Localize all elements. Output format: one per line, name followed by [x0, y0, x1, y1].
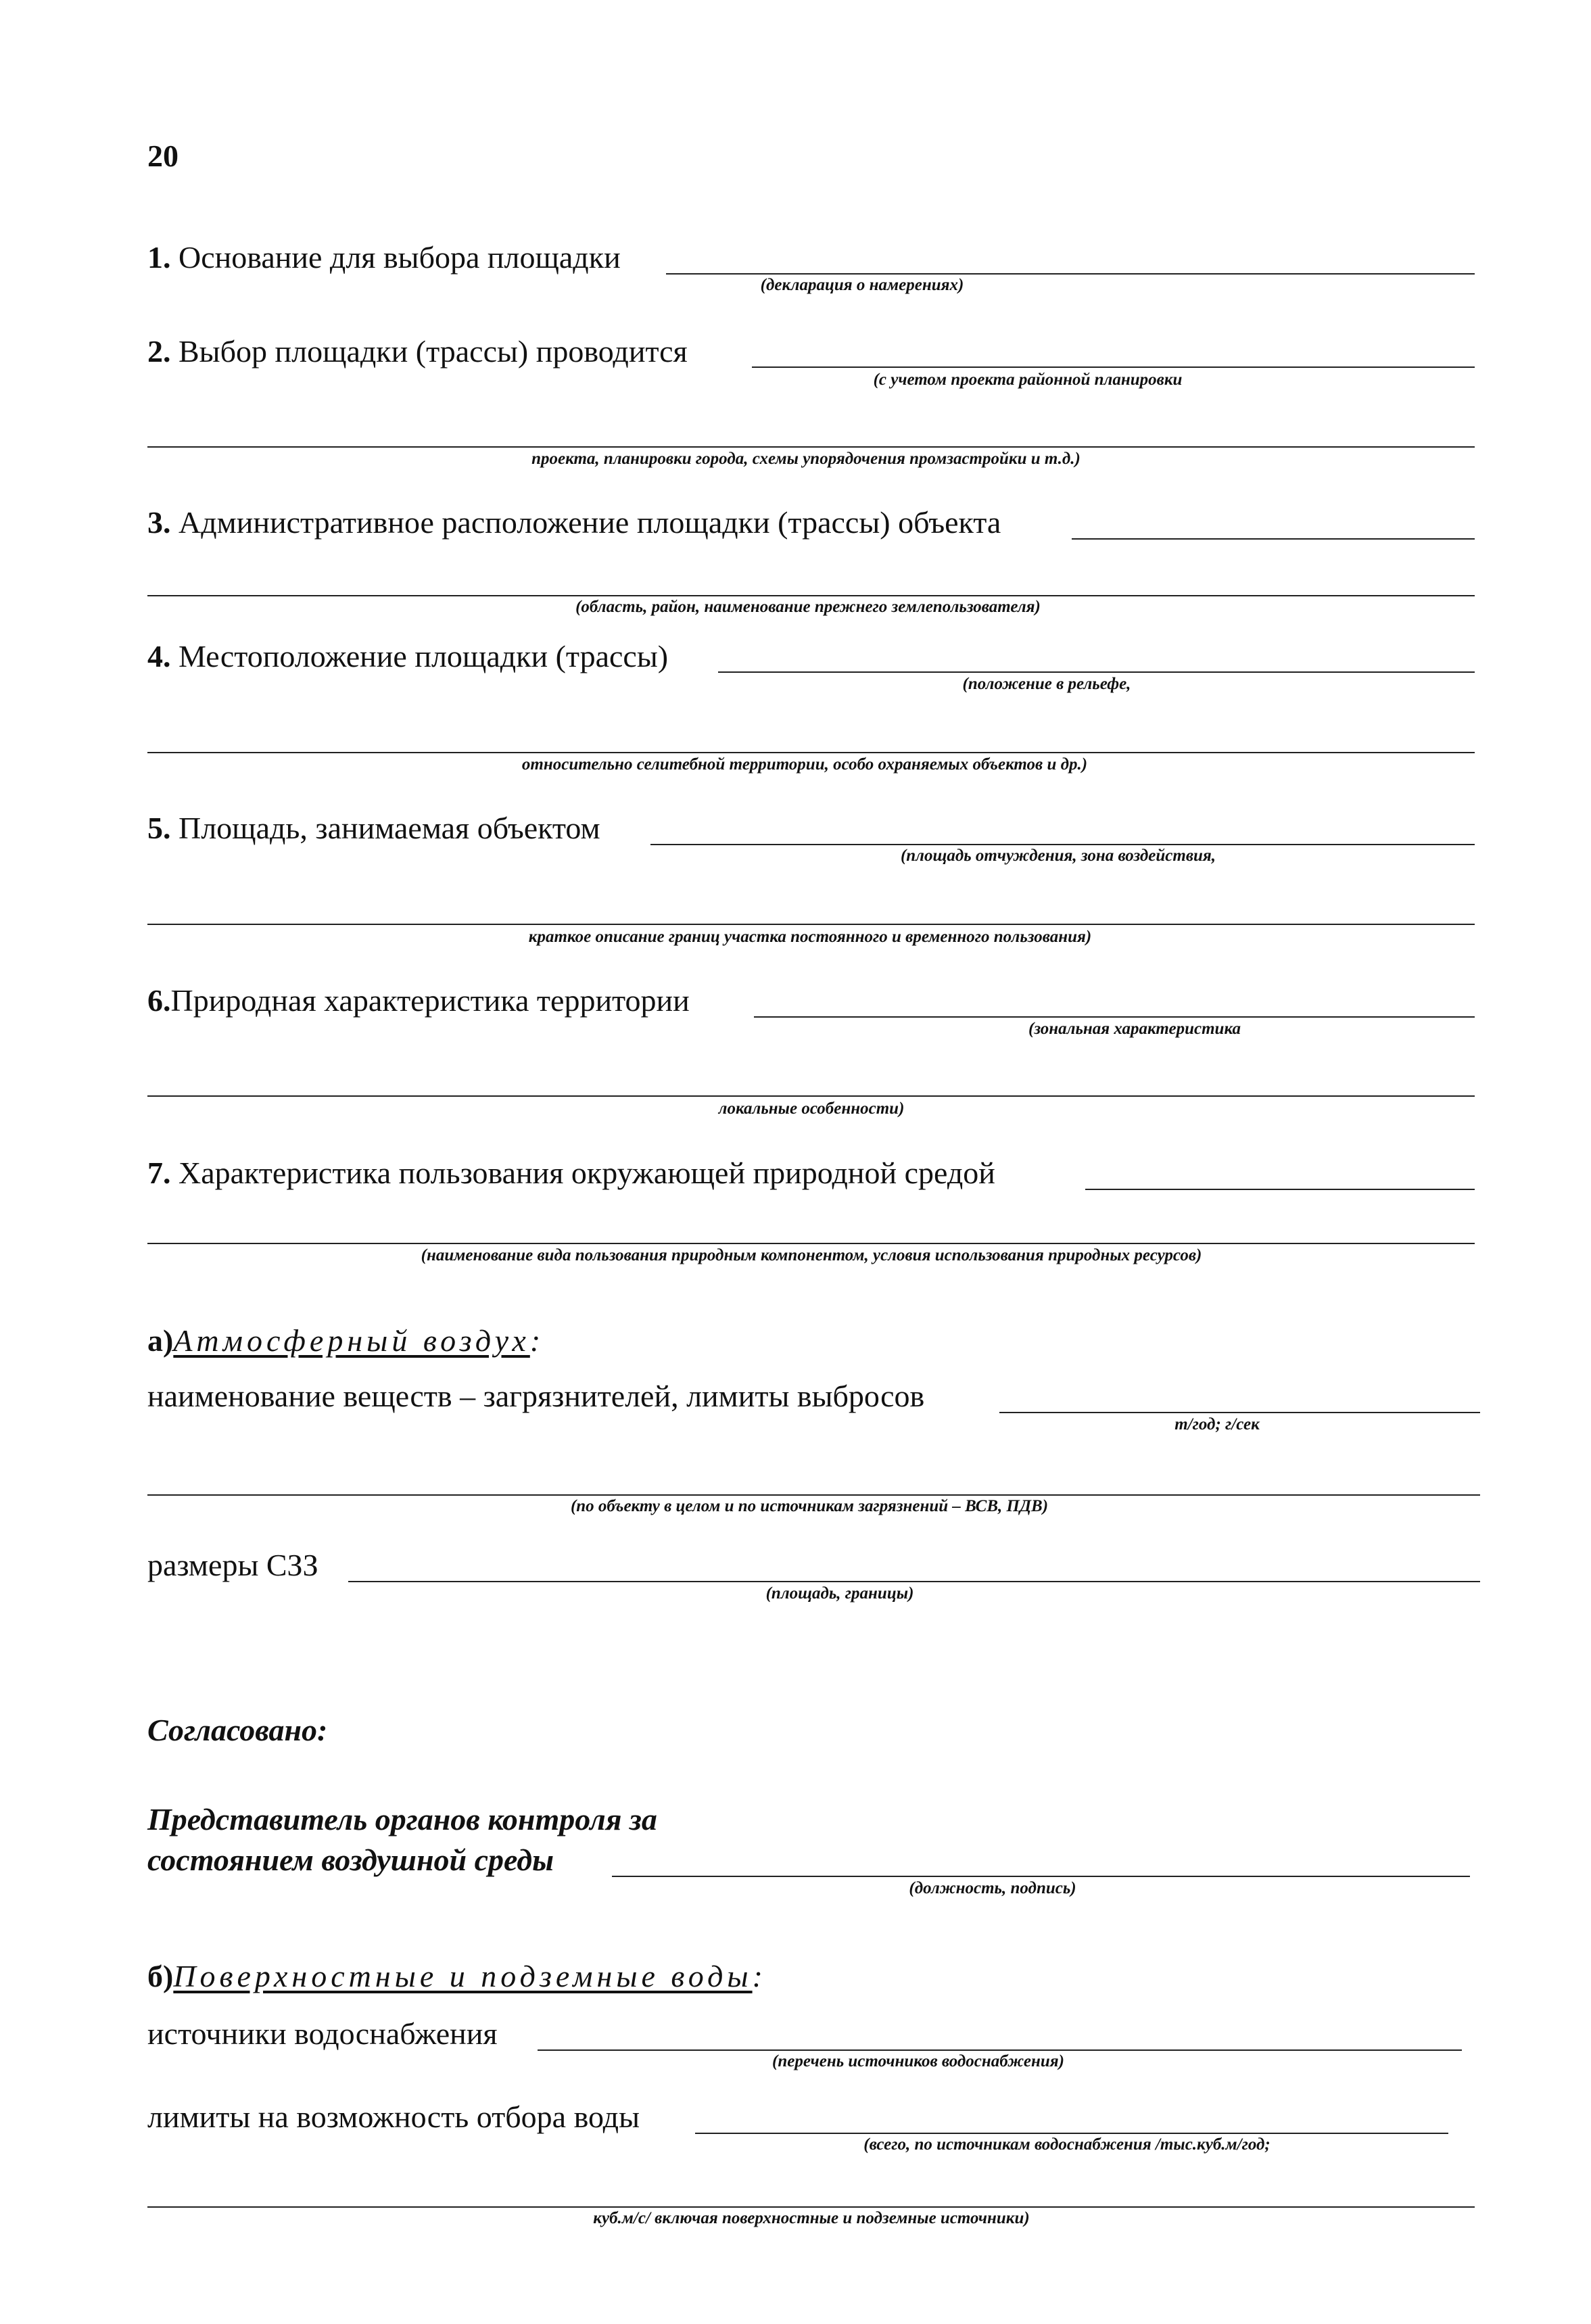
item-2-number: 2. — [147, 334, 171, 369]
representative-line-2: состоянием воздушной среды — [147, 1843, 554, 1877]
item-5-caption-1: (площадь отчуждения, зона воздействия, — [900, 847, 1216, 865]
item-6-caption-2: локальные особенности) — [718, 1099, 905, 1118]
section-b-heading — [147, 1961, 763, 1992]
item-4-line[interactable] — [718, 671, 1475, 673]
agreed-heading: Согласовано: — [147, 1713, 328, 1747]
item-1-text: Основание для выбора площадки — [170, 240, 621, 275]
representative-line-1: Представитель органов контроля за — [147, 1802, 657, 1836]
item-6-label — [147, 985, 690, 1016]
item-5-text: Площадь, занимаемая объектом — [170, 811, 600, 845]
water-limits-line[interactable] — [695, 2133, 1448, 2134]
item-1-caption: (декларация о намерениях) — [760, 276, 964, 294]
item-2-line-2[interactable] — [147, 446, 1475, 448]
item-5-line[interactable] — [650, 844, 1475, 845]
item-6-caption-1: (зональная характеристика — [1028, 1020, 1241, 1038]
emissions-label: наименование веществ – загрязнителей, лимиты выбросов — [147, 1379, 925, 1413]
item-5-caption-2: краткое описание границ участка постоянного и временного пользования) — [528, 928, 1092, 946]
item-5-label — [147, 813, 600, 844]
section-b-letter: б) — [147, 1959, 174, 1993]
item-5-line-2[interactable] — [147, 924, 1475, 925]
signature-line[interactable] — [612, 1876, 1470, 1877]
item-3-text: Административное расположение площадки (трассы) объекта — [170, 505, 1001, 540]
section-b-colon: : — [752, 1959, 763, 1993]
section-a-letter: а) — [147, 1323, 174, 1358]
item-7-caption: (наименование вида пользования природным компонентом, условия использования природных ресурсов) — [421, 1246, 1202, 1264]
page-number: 20 — [147, 139, 179, 173]
szz-label: размеры СЗЗ — [147, 1548, 318, 1582]
item-7-line[interactable] — [1085, 1189, 1475, 1190]
emissions-line-2[interactable] — [147, 1494, 1480, 1496]
emissions-caption-2: (по объекту в целом и по источникам загрязнений – ВСВ, ПДВ) — [570, 1497, 1049, 1515]
item-4-text: Местоположение площадки (трассы) — [170, 639, 669, 673]
section-a-title: Атмосферный воздух — [173, 1323, 530, 1358]
item-1-line[interactable] — [666, 273, 1475, 275]
water-limits-caption-2: куб.м/с/ включая поверхностные и подземные источники) — [593, 2209, 1030, 2227]
item-2-line[interactable] — [752, 366, 1475, 368]
item-6-number: 6. — [147, 983, 171, 1018]
item-2-caption-2: проекта, планировки города, схемы упорядочения промзастройки и т.д.) — [531, 450, 1081, 468]
emissions-caption-1: т/год; г/сек — [1174, 1415, 1260, 1433]
item-7-number: 7. — [147, 1156, 171, 1190]
item-7-label — [147, 1158, 995, 1189]
item-2-text: Выбор площадки (трассы) проводится — [170, 334, 688, 369]
item-2-label — [147, 336, 688, 367]
item-6-text: Природная характеристика территории — [170, 983, 690, 1018]
section-a-colon: : — [529, 1323, 541, 1358]
item-3-line[interactable] — [1072, 538, 1475, 540]
item-3-label — [147, 507, 1001, 538]
item-3-number: 3. — [147, 505, 171, 540]
section-a-heading — [147, 1325, 540, 1356]
szz-caption: (площадь, границы) — [765, 1584, 914, 1603]
water-limits-label: лимиты на возможность отбора воды — [147, 2100, 640, 2134]
emissions-line[interactable] — [999, 1412, 1480, 1413]
water-sources-line[interactable] — [538, 2049, 1462, 2051]
item-4-number: 4. — [147, 639, 171, 673]
item-4-label — [147, 641, 668, 672]
item-3-caption: (область, район, наименование прежнего землепользователя) — [575, 598, 1041, 616]
section-b-title: Поверхностные и подземные воды — [173, 1959, 753, 1993]
water-sources-caption: (перечень источников водоснабжения) — [772, 2052, 1064, 2070]
water-limits-line-2[interactable] — [147, 2206, 1475, 2208]
water-sources-label: источники водоснабжения — [147, 2016, 498, 2051]
item-4-caption-2: относительно селитебной территории, особо охраняемых объектов и др.) — [521, 755, 1088, 774]
item-6-line[interactable] — [754, 1016, 1475, 1018]
water-limits-caption-1: (всего, по источникам водоснабжения /тыс.куб.м/год; — [863, 2135, 1271, 2154]
signature-caption: (должность, подпись) — [909, 1879, 1076, 1897]
szz-line[interactable] — [348, 1581, 1480, 1582]
item-7-text: Характеристика пользования окружающей природной средой — [170, 1156, 995, 1190]
item-7-line-2[interactable] — [147, 1243, 1475, 1244]
item-1-number: 1. — [147, 240, 171, 275]
item-3-line-2[interactable] — [147, 595, 1475, 596]
item-4-caption-1: (положение в рельефе, — [962, 675, 1131, 693]
item-6-line-2[interactable] — [147, 1095, 1475, 1097]
item-2-caption-1: (с учетом проекта районной планировки — [873, 371, 1183, 389]
item-4-line-2[interactable] — [147, 752, 1475, 753]
item-5-number: 5. — [147, 811, 171, 845]
item-1-label — [147, 242, 621, 273]
